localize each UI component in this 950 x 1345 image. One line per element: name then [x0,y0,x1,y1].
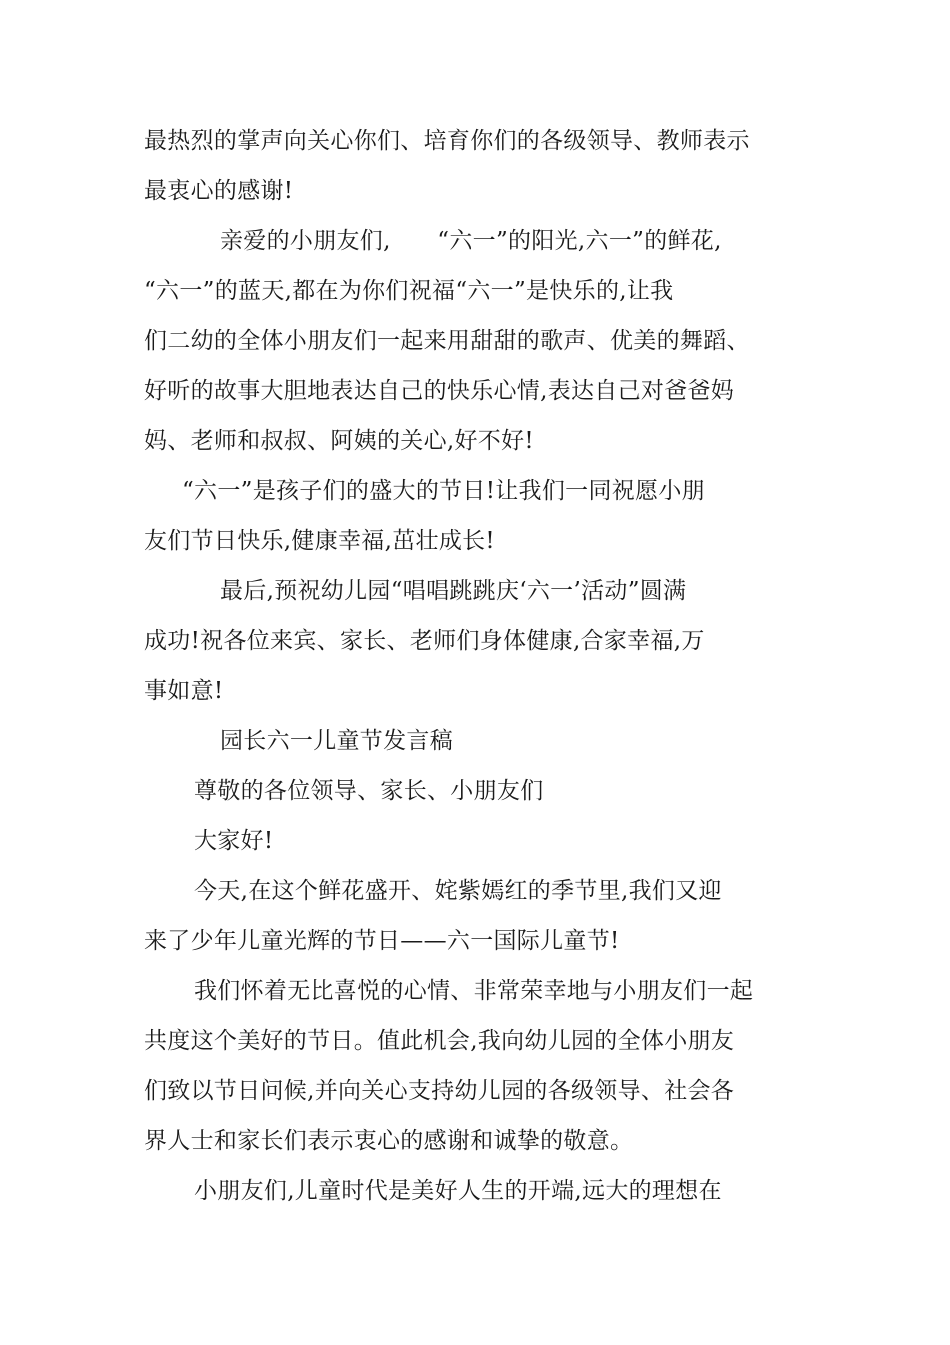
text-line-18: 我们怀着无比喜悦的心情、非常荣幸地与小朋友们一起 [194,978,754,1004]
salutation: 尊敬的各位领导、家长、小朋友们 [194,778,544,804]
text-line-16: 今天,在这个鲜花盛开、姹紫嫣红的季节里,我们又迎 [194,878,722,904]
text-line-9: 友们节日快乐,健康幸福,茁壮成长! [144,528,495,554]
text-line-12: 事如意! [144,678,224,704]
text-line-4: “六一”的蓝天,都在为你们祝福“六一”是快乐的,让我 [144,278,674,304]
text-line-3: 亲爱的小朋友们, “六一”的阳光,六一”的鲜花, [220,228,722,254]
text-line-21: 界人士和家长们表示衷心的感谢和诚挚的敬意。 [144,1128,634,1154]
text-line-2: 最衷心的感谢! [144,178,294,204]
text-line-20: 们致以节日问候,并向关心支持幼儿园的各级领导、社会各 [144,1078,735,1104]
greeting: 大家好! [194,828,274,854]
text-line-10: 最后,预祝幼儿园“唱唱跳跳庆‘六一’活动”圆满 [220,578,687,604]
text-line-7: 妈、老师和叔叔、阿姨的关心,好不好! [144,428,534,454]
text-line-6: 好听的故事大胆地表达自己的快乐心情,表达自己对爸爸妈 [144,378,735,404]
text-line-19: 共度这个美好的节日。值此机会,我向幼儿园的全体小朋友 [144,1028,735,1054]
text-line-5: 们二幼的全体小朋友们一起来用甜甜的歌声、优美的舞蹈、 [144,328,750,354]
text-line-1: 最热烈的掌声向关心你们、培育你们的各级领导、教师表示 [144,128,750,154]
text-line-11: 成功!祝各位来宾、家长、老师们身体健康,合家幸福,万 [144,628,705,654]
text-line-17: 来了少年儿童光辉的节日——六一国际儿童节! [144,928,620,954]
text-line-8: “六一”是孩子们的盛大的节日!让我们一同祝愿小朋 [182,478,705,504]
text-line-22: 小朋友们,儿童时代是美好人生的开端,远大的理想在 [194,1178,722,1204]
section-title: 园长六一儿童节发言稿 [220,728,453,754]
